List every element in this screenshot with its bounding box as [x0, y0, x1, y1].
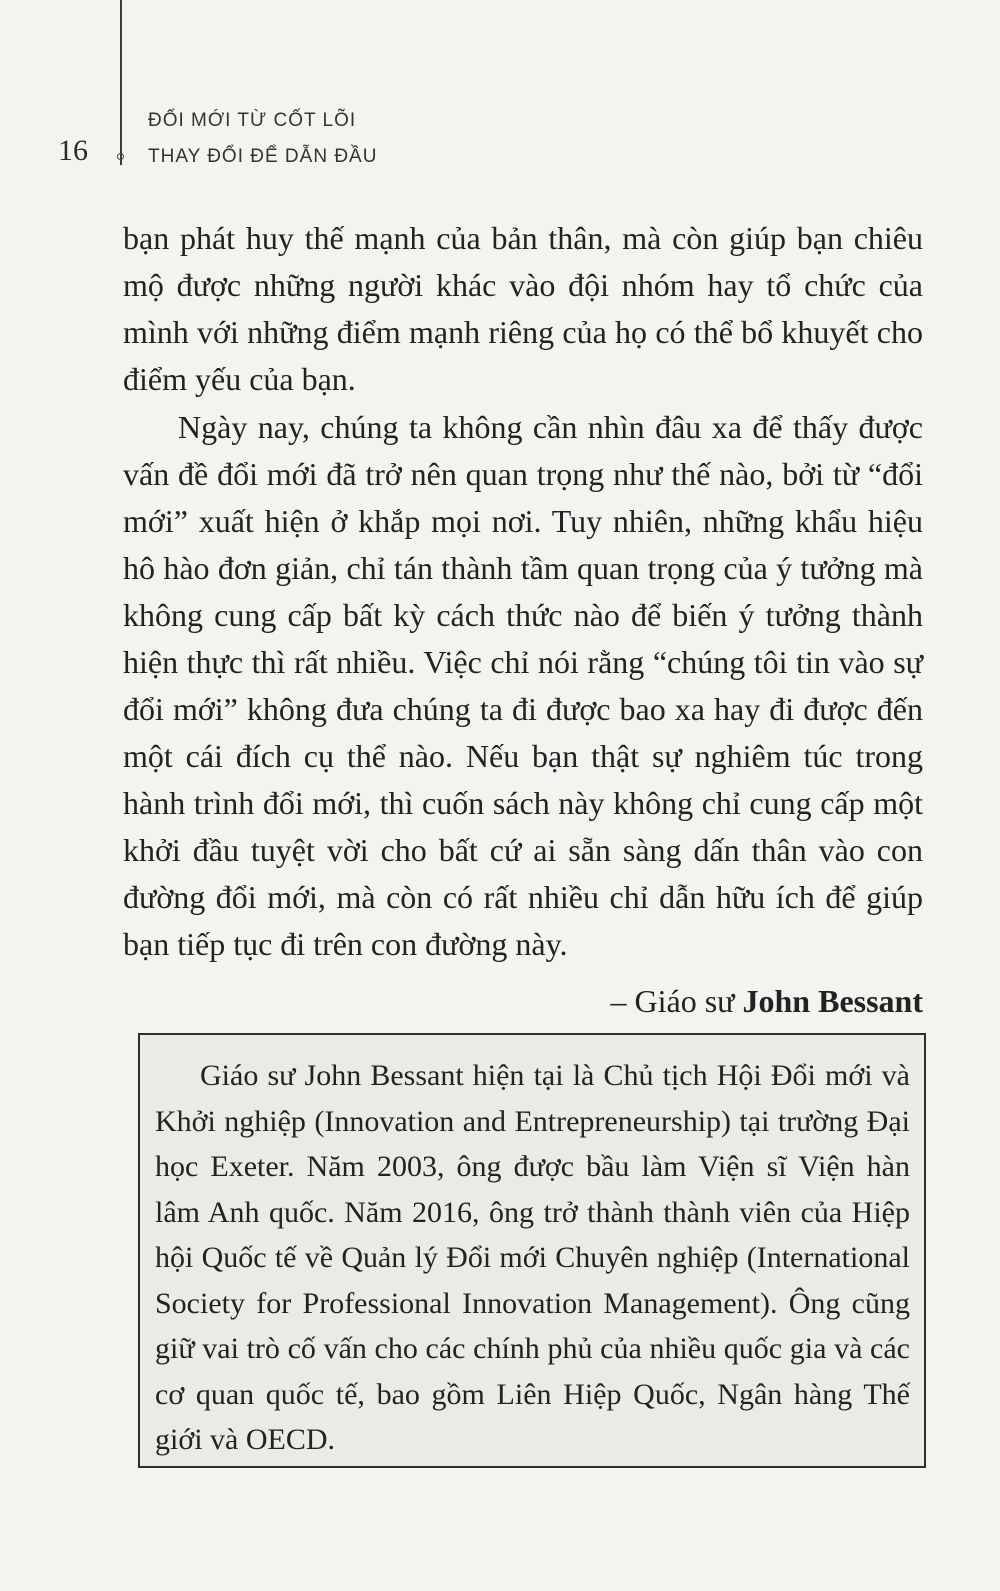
body-paragraph-2: Ngày nay, chúng ta không cần nhìn đâu xa để thấy được vấn đề đổi mới đã trở nên quan trọng như thế nào, bởi từ “đổi mới” xuất hiện ở khắp mọi nơi. Tuy nhiên, những khẩu hiệu hô hào đơn giản, chỉ tán thành tầm quan trọng của ý tưởng mà không cung cấp bất kỳ cách thức nào để biến ý tưởng thành hiện thực thì rất nhiều. Việc chỉ nói rằng “chúng tôi tin vào sự đổi mới” không đưa chúng ta đi được bao xa hay đi được đến một cái đích cụ thể nào. Nếu bạn thật sự nghiêm túc trong hành trình đổi mới, thì cuốn sách này không chỉ cung cấp một khởi đầu tuyệt vời cho bất cứ ai sẵn sàng dấn thân vào con đường đổi mới, mà còn có rất nhiều chỉ dẫn hữu ích để giúp bạn tiếp tục đi trên con đường này.: [123, 409, 923, 962]
header-dot-ornament: [117, 153, 124, 160]
body-paragraph-1: bạn phát huy thế mạnh của bản thân, mà còn giúp bạn chiêu mộ được những người khác vào đội nhóm hay tổ chức của mình với những điểm mạnh riêng của họ có thể bổ khuyết cho điểm yếu của bạn.: [123, 220, 923, 397]
header-vertical-rule: [120, 0, 122, 165]
book-title: ĐỔI MỚI TỪ CỐT LÕI: [148, 110, 357, 131]
page-number: 16: [58, 134, 88, 167]
bio-text: Giáo sư John Bessant hiện tại là Chủ tịch Hội Đổi mới và Khởi nghiệp (Innovation and Entrepreneurship) tại trường Đại học Exeter. Năm 2003, ông được bầu làm Viện sĩ Viện hàn lâm Anh quốc. Năm 2016, ông trở thành thành viên của Hiệp hội Quốc tế về Quản lý Đổi mới Chuyên nghiệp (International Society for Professional Innovation Management). Ông cũng giữ vai trò cố vấn cho các chính phủ của nhiều quốc gia và các cơ quan quốc tế, bao gồm Liên Hiệp Quốc, Ngân hàng Thế giới và OECD.: [155, 1059, 910, 1456]
signature-prefix: – Giáo sư: [610, 983, 743, 1019]
running-head: [148, 103, 377, 175]
book-subtitle: THAY ĐỔI ĐỂ DẪN ĐẦU: [148, 146, 378, 167]
signature: [611, 978, 924, 1025]
signature-name: John Bessant: [742, 983, 923, 1019]
